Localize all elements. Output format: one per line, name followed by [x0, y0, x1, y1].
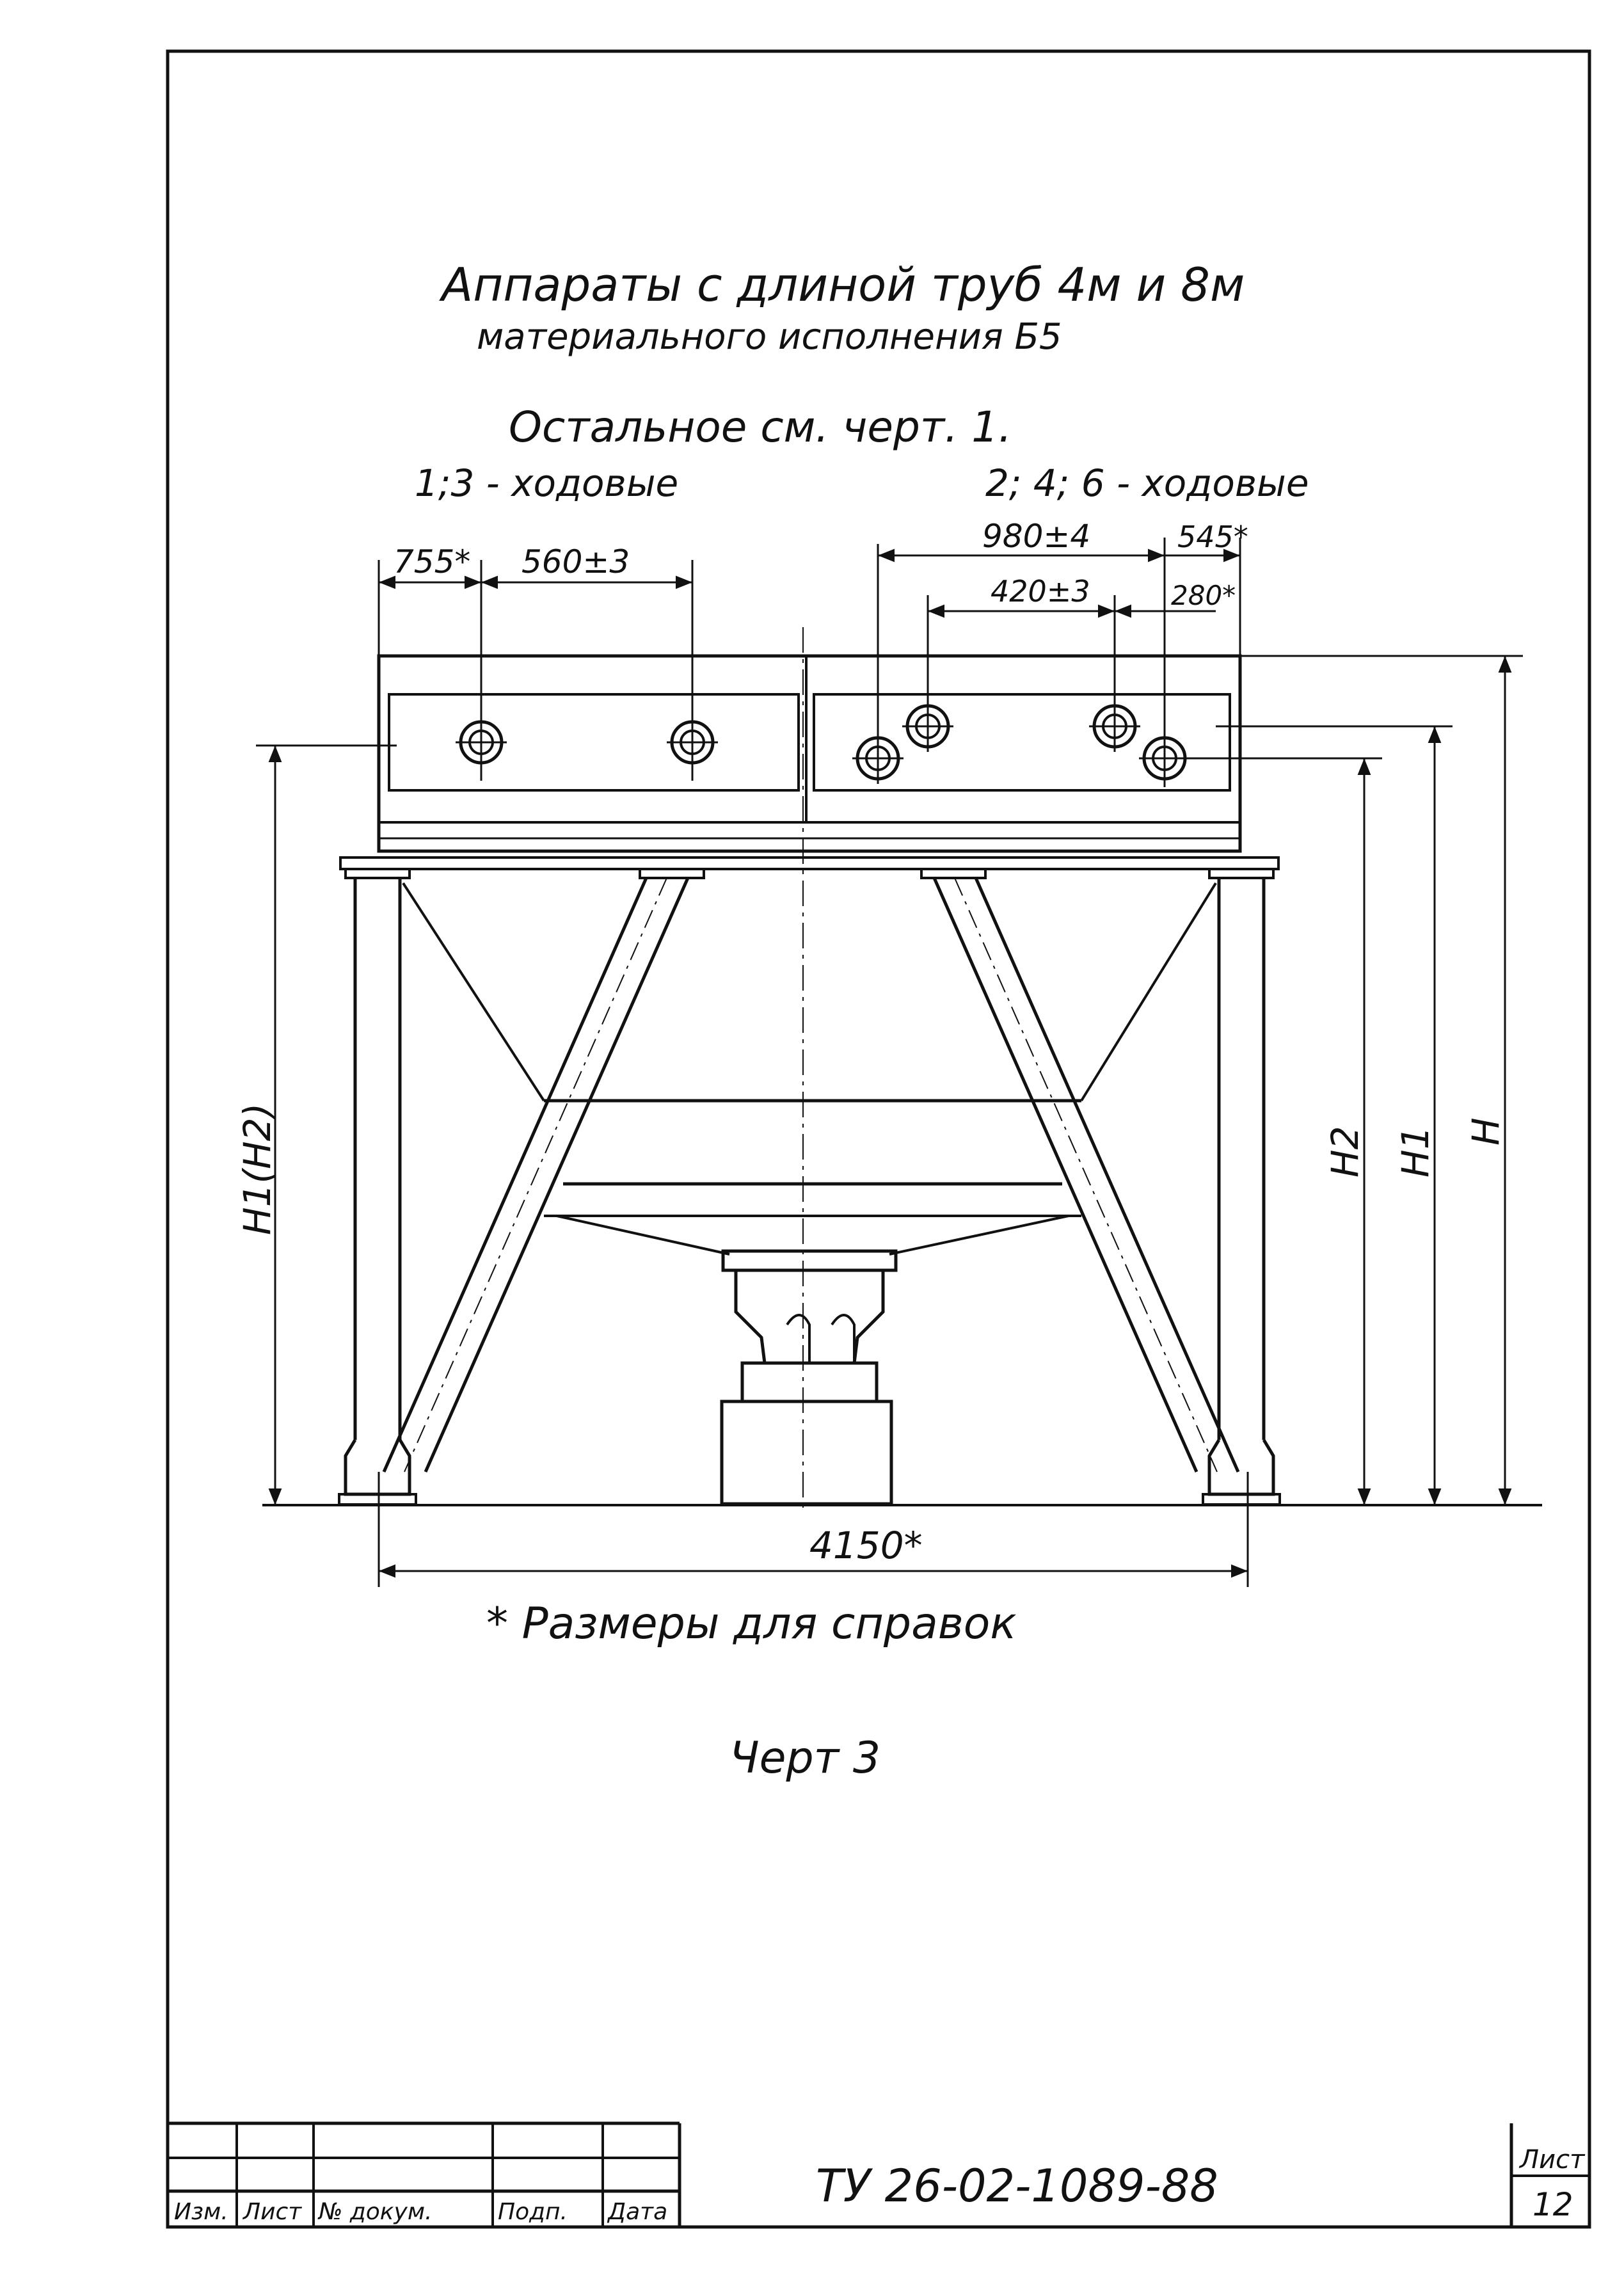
dim-4150: 4150*: [809, 1524, 923, 1567]
dim-420: 420±3: [991, 574, 1090, 609]
pass-label-left: 1;3 - ходовые: [415, 461, 679, 505]
dim-980: 980±4: [982, 518, 1091, 555]
nozzle-6: [1139, 733, 1190, 784]
nozzle-2: [667, 717, 718, 768]
dim-h1: H1: [1394, 1126, 1437, 1177]
reference-footnote: * Размеры для справок: [486, 1599, 1017, 1649]
document-code: ТУ 26-02-1089-88: [816, 2160, 1218, 2212]
tb-sheet-label: Лист: [1520, 2145, 1585, 2174]
dim-h1-h2: H1(H2): [235, 1103, 279, 1235]
see-drawing-note: Остальное см. черт. 1.: [509, 403, 1012, 452]
tb-col-list: Лист: [243, 2199, 302, 2225]
overall-width-dimension: [379, 1472, 1248, 1587]
title-line1: Аппараты с длиной труб 4м и 8м: [442, 258, 1245, 312]
nozzle-1: [456, 717, 507, 768]
nozzle-4: [902, 701, 953, 752]
title-line2: материального исполнения Б5: [477, 316, 1062, 358]
nozzle-5: [1089, 701, 1140, 752]
dim-h: H: [1464, 1117, 1508, 1145]
sheet-frame: [168, 51, 1589, 2227]
dim-h2: H2: [1323, 1126, 1367, 1177]
nozzles: [456, 701, 1190, 784]
dim-545: 545*: [1177, 520, 1248, 554]
tb-col-data: Дата: [608, 2199, 668, 2225]
tb-sheet-number: 12: [1532, 2186, 1573, 2223]
dim-280: 280*: [1171, 580, 1236, 611]
drawing-caption: Черт 3: [729, 1733, 881, 1783]
tb-col-doc: № докум.: [319, 2199, 433, 2225]
tb-col-izm: Изм.: [174, 2199, 228, 2225]
heat-exchanger-headers: [379, 627, 1240, 1510]
pass-label-right: 2; 4; 6 - ходовые: [985, 461, 1309, 505]
support-frame: [339, 858, 1280, 1504]
dim-755: 755*: [394, 543, 471, 580]
tb-col-podp: Подп.: [498, 2199, 568, 2225]
dim-560: 560±3: [521, 543, 630, 580]
vertical-dimensions: [235, 656, 1523, 1505]
nozzle-3: [852, 733, 904, 784]
title-block: [168, 2123, 1589, 2227]
